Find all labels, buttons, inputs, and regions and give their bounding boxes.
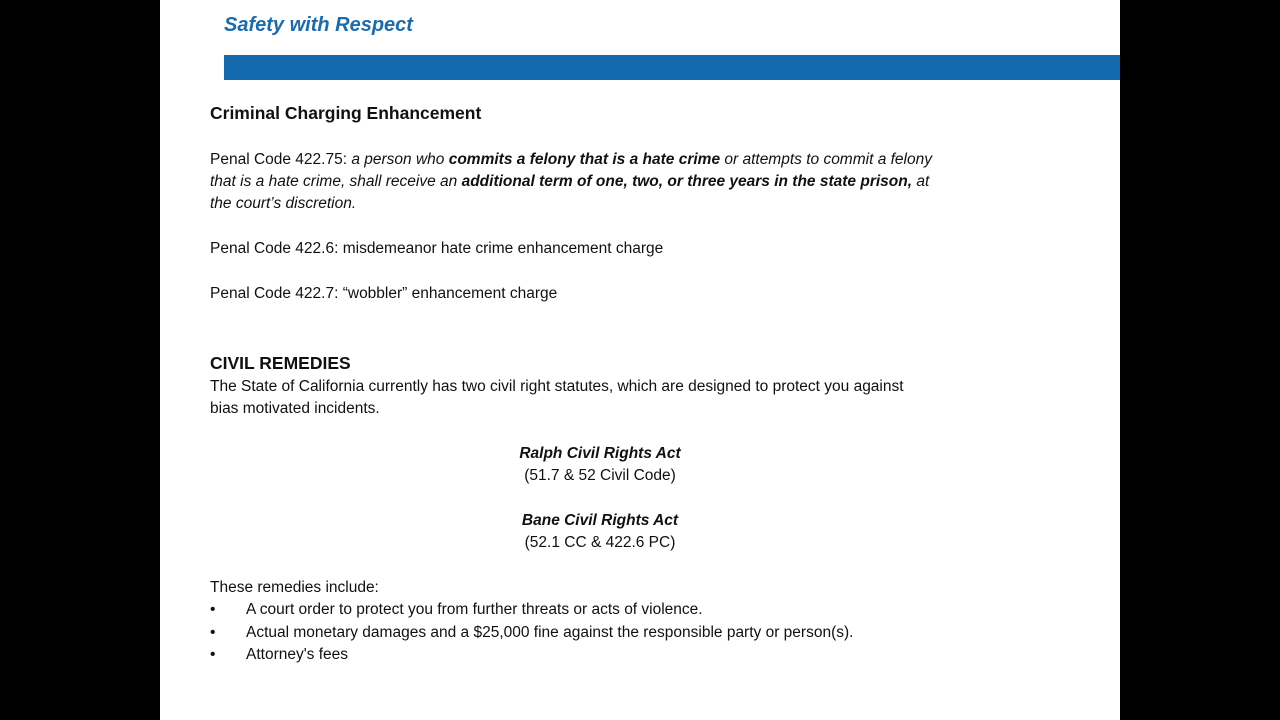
pc-42275-line2 bbox=[210, 171, 929, 194]
header-bar bbox=[224, 55, 1120, 80]
civil-intro-line1: The State of California currently has two civil right statutes, which are designed to protect you against bbox=[210, 378, 904, 395]
remedy-text: A court order to protect you from further threats or acts of violence. bbox=[246, 601, 703, 618]
civil-heading: CIVIL REMEDIES bbox=[210, 353, 351, 373]
list-item bbox=[210, 622, 1010, 644]
pc-42275-text2: or attempts to commit a felony bbox=[720, 151, 932, 168]
pc-42275-text3: that is a hate crime, shall receive an bbox=[210, 173, 462, 190]
ralph-act-code: (51.7 & 52 Civil Code) bbox=[524, 467, 676, 484]
ralph-act-title: Ralph Civil Rights Act bbox=[519, 445, 681, 462]
pc-4226-line: Penal Code 422.6: misdemeanor hate crime enhancement charge bbox=[210, 240, 664, 257]
bullet-icon: • bbox=[210, 624, 216, 641]
pc-42275-bold1: commits a felony that is a hate crime bbox=[448, 151, 721, 168]
list-item bbox=[210, 644, 1010, 666]
pc-4227-line: Penal Code 422.7: “wobbler” enhancement charge bbox=[210, 285, 558, 302]
enhancement-heading: Criminal Charging Enhancement bbox=[210, 103, 482, 123]
pc-42275-text4: at bbox=[912, 173, 930, 190]
pc-42275-line1 bbox=[210, 149, 932, 172]
document-page bbox=[160, 0, 1120, 720]
pc-42275-bold2: additional term of one, two, or three years in the state prison, bbox=[461, 173, 913, 190]
list-item bbox=[210, 599, 1010, 621]
bane-act-code: (52.1 CC & 422.6 PC) bbox=[524, 534, 676, 551]
pc-42275-label: Penal Code 422.75: bbox=[210, 151, 352, 168]
pc-42275-line3: the court’s discretion. bbox=[210, 195, 357, 212]
remedies-intro: These remedies include: bbox=[210, 579, 379, 596]
remedy-text: Actual monetary damages and a $25,000 fine against the responsible party or person(s). bbox=[246, 624, 854, 641]
civil-intro-line2: bias motivated incidents. bbox=[210, 400, 380, 417]
bullet-icon: • bbox=[210, 601, 216, 618]
pc-42275-text1: a person who bbox=[351, 151, 449, 168]
remedy-text: Attorney's fees bbox=[246, 646, 349, 663]
bullet-icon: • bbox=[210, 646, 216, 663]
bane-act-title: Bane Civil Rights Act bbox=[521, 512, 679, 529]
header-title: Safety with Respect bbox=[224, 14, 413, 36]
